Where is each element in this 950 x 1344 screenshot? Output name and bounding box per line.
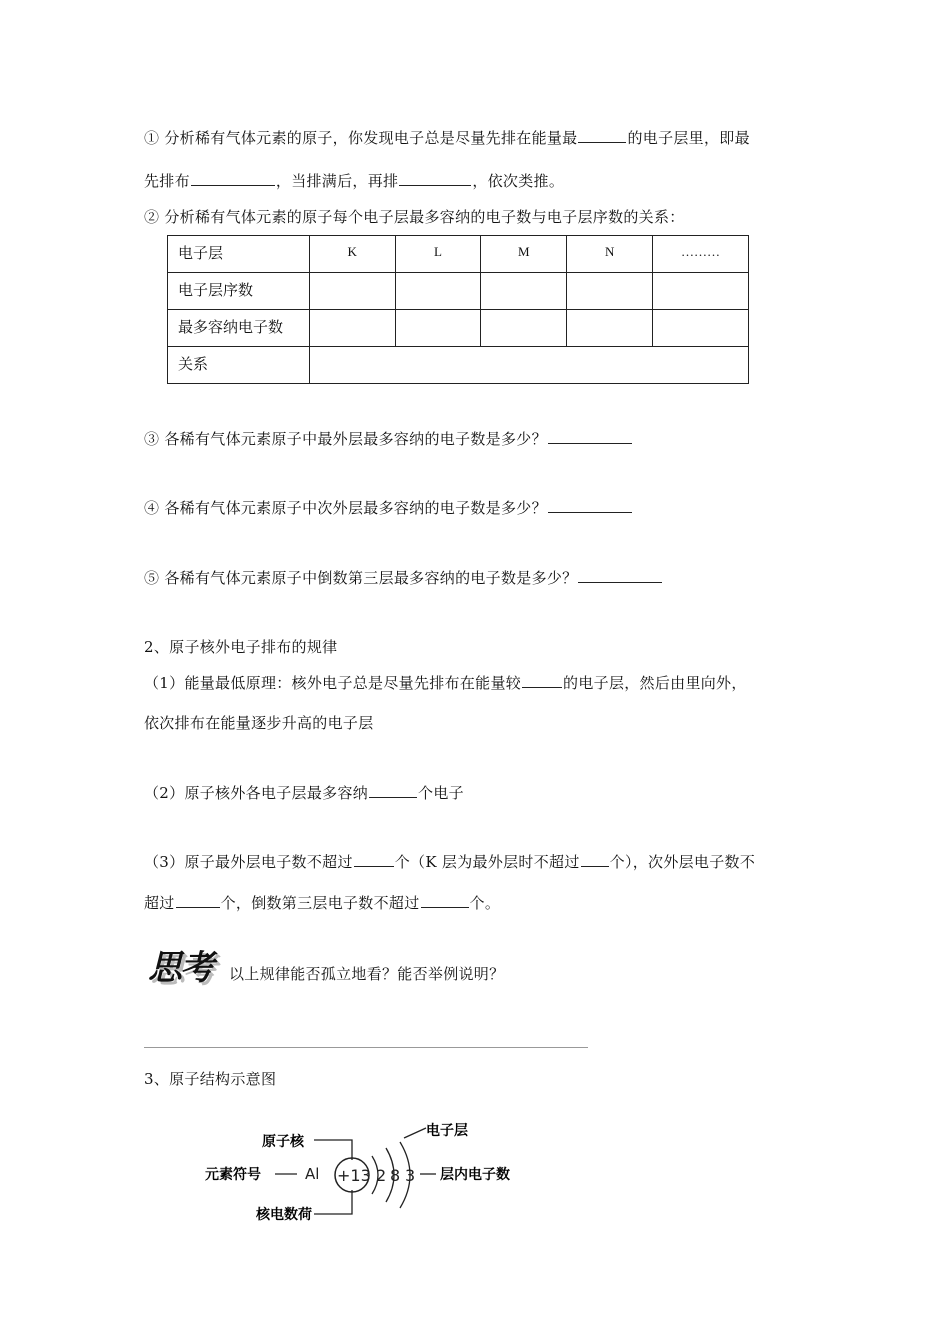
rule3-text-e: 个，倒数第三层电子数不超过 [220, 894, 420, 912]
table-cell[interactable] [309, 347, 748, 384]
rule3-text-c: 个），次外层电子数不 [609, 853, 756, 871]
table-cell[interactable] [309, 273, 395, 310]
table-row [168, 273, 749, 310]
q1-line1 [144, 127, 750, 148]
count-label: 层内电子数 [440, 1167, 510, 1183]
answer-blank[interactable] [399, 184, 471, 186]
rule3-text-f: 个。 [469, 894, 501, 912]
symbol-label: 元素符号 [205, 1167, 261, 1183]
rule1-text-b: 的电子层，然后由里向外， [563, 674, 747, 692]
element-symbol: Al [305, 1165, 320, 1183]
q3-text: ③ 各稀有气体元素原子中最外层最多容纳的电子数是多少？ [144, 430, 547, 448]
section3-title: 3、原子结构示意图 [144, 1070, 277, 1088]
table-cell[interactable] [567, 310, 653, 347]
q1-text-b: 的电子层里，即最 [627, 129, 750, 147]
answer-blank[interactable] [578, 141, 626, 143]
answer-blank[interactable] [369, 796, 417, 798]
table-cell[interactable] [395, 310, 481, 347]
rule2-text-b: 个电子 [418, 784, 464, 802]
rule3-text-a: （3）原子最外层电子数不超过 [144, 853, 353, 871]
rule1-line2: 依次排布在能量逐步升高的电子层 [144, 714, 374, 732]
shell-leader-line [404, 1128, 426, 1138]
q5-text: ⑤ 各稀有气体元素原子中倒数第三层最多容纳的电子数是多少？ [144, 569, 578, 587]
atomic-structure-diagram [190, 1108, 530, 1233]
q2-text: ② 分析稀有气体元素的原子每个电子层最多容纳的电子数与电子层序数的关系： [144, 208, 685, 226]
answer-blank[interactable] [522, 686, 562, 688]
q5-line [144, 567, 663, 588]
column-header: ……… [653, 236, 749, 273]
table-cell[interactable] [395, 273, 481, 310]
divider [144, 1047, 588, 1048]
table-cell[interactable] [653, 310, 749, 347]
rule3-text-b: 个（K 层为最外层时不超过 [394, 853, 580, 871]
rule3-line [144, 851, 755, 872]
table-cell[interactable] [567, 273, 653, 310]
q1-text-e: ，依次类推。 [472, 172, 565, 190]
section2-title: 2、原子核外电子排布的规律 [144, 638, 338, 656]
answer-blank[interactable] [191, 184, 275, 186]
q4-line [144, 497, 633, 518]
q1-line2 [144, 170, 564, 191]
answer-blank[interactable] [176, 906, 220, 908]
table-row [168, 347, 749, 384]
rule3-line2 [144, 892, 500, 913]
row-label: 关系 [168, 347, 310, 384]
charge-label: 核电数荷 [256, 1207, 312, 1223]
nucleus-label: 原子核 [262, 1134, 304, 1150]
think-badge: 思考 [148, 948, 212, 988]
electron-count: 8 [390, 1166, 401, 1185]
table-cell[interactable] [481, 310, 567, 347]
q1-text-a: ① 分析稀有气体元素的原子，你发现电子总是尽量先排在能量最 [144, 129, 578, 147]
electron-count: 2 [376, 1166, 387, 1185]
answer-blank[interactable] [354, 865, 394, 867]
answer-blank[interactable] [548, 511, 632, 513]
table-cell[interactable] [653, 273, 749, 310]
q1-text-d: ，当排满后，再排 [275, 172, 399, 190]
rule1-line [144, 672, 747, 693]
rule3-text-d: 超过 [144, 894, 175, 912]
electron-layer-table [167, 235, 749, 384]
table-row [168, 310, 749, 347]
nucleus-leader-line [314, 1140, 352, 1160]
q3-line [144, 428, 633, 449]
row-label: 电子层序数 [168, 273, 310, 310]
row-label: 电子层 [168, 236, 310, 273]
answer-blank[interactable] [578, 581, 662, 583]
answer-blank[interactable] [581, 865, 609, 867]
rule1-text-a: （1）能量最低原理：核外电子总是尽量先排布在能量较 [144, 674, 522, 692]
think-text: 以上规律能否孤立地看？能否举例说明？ [229, 965, 505, 983]
column-header: N [567, 236, 653, 273]
answer-blank[interactable] [421, 906, 469, 908]
rule2-line [144, 782, 464, 803]
q4-text: ④ 各稀有气体元素原子中次外层最多容纳的电子数是多少？ [144, 499, 547, 517]
shell-label: 电子层 [426, 1123, 468, 1139]
q1-text-c: 先排布 [144, 172, 190, 190]
electron-count: 3 [405, 1166, 416, 1185]
column-header: K [309, 236, 395, 273]
table-row [168, 236, 749, 273]
column-header: L [395, 236, 481, 273]
rule2-text-a: （2）原子核外各电子层最多容纳 [144, 784, 369, 802]
table-cell[interactable] [309, 310, 395, 347]
answer-blank[interactable] [548, 442, 632, 444]
table-cell[interactable] [481, 273, 567, 310]
row-label: 最多容纳电子数 [168, 310, 310, 347]
charge-leader-line [314, 1190, 352, 1214]
column-header: M [481, 236, 567, 273]
nuclear-charge: +13 [337, 1166, 371, 1185]
